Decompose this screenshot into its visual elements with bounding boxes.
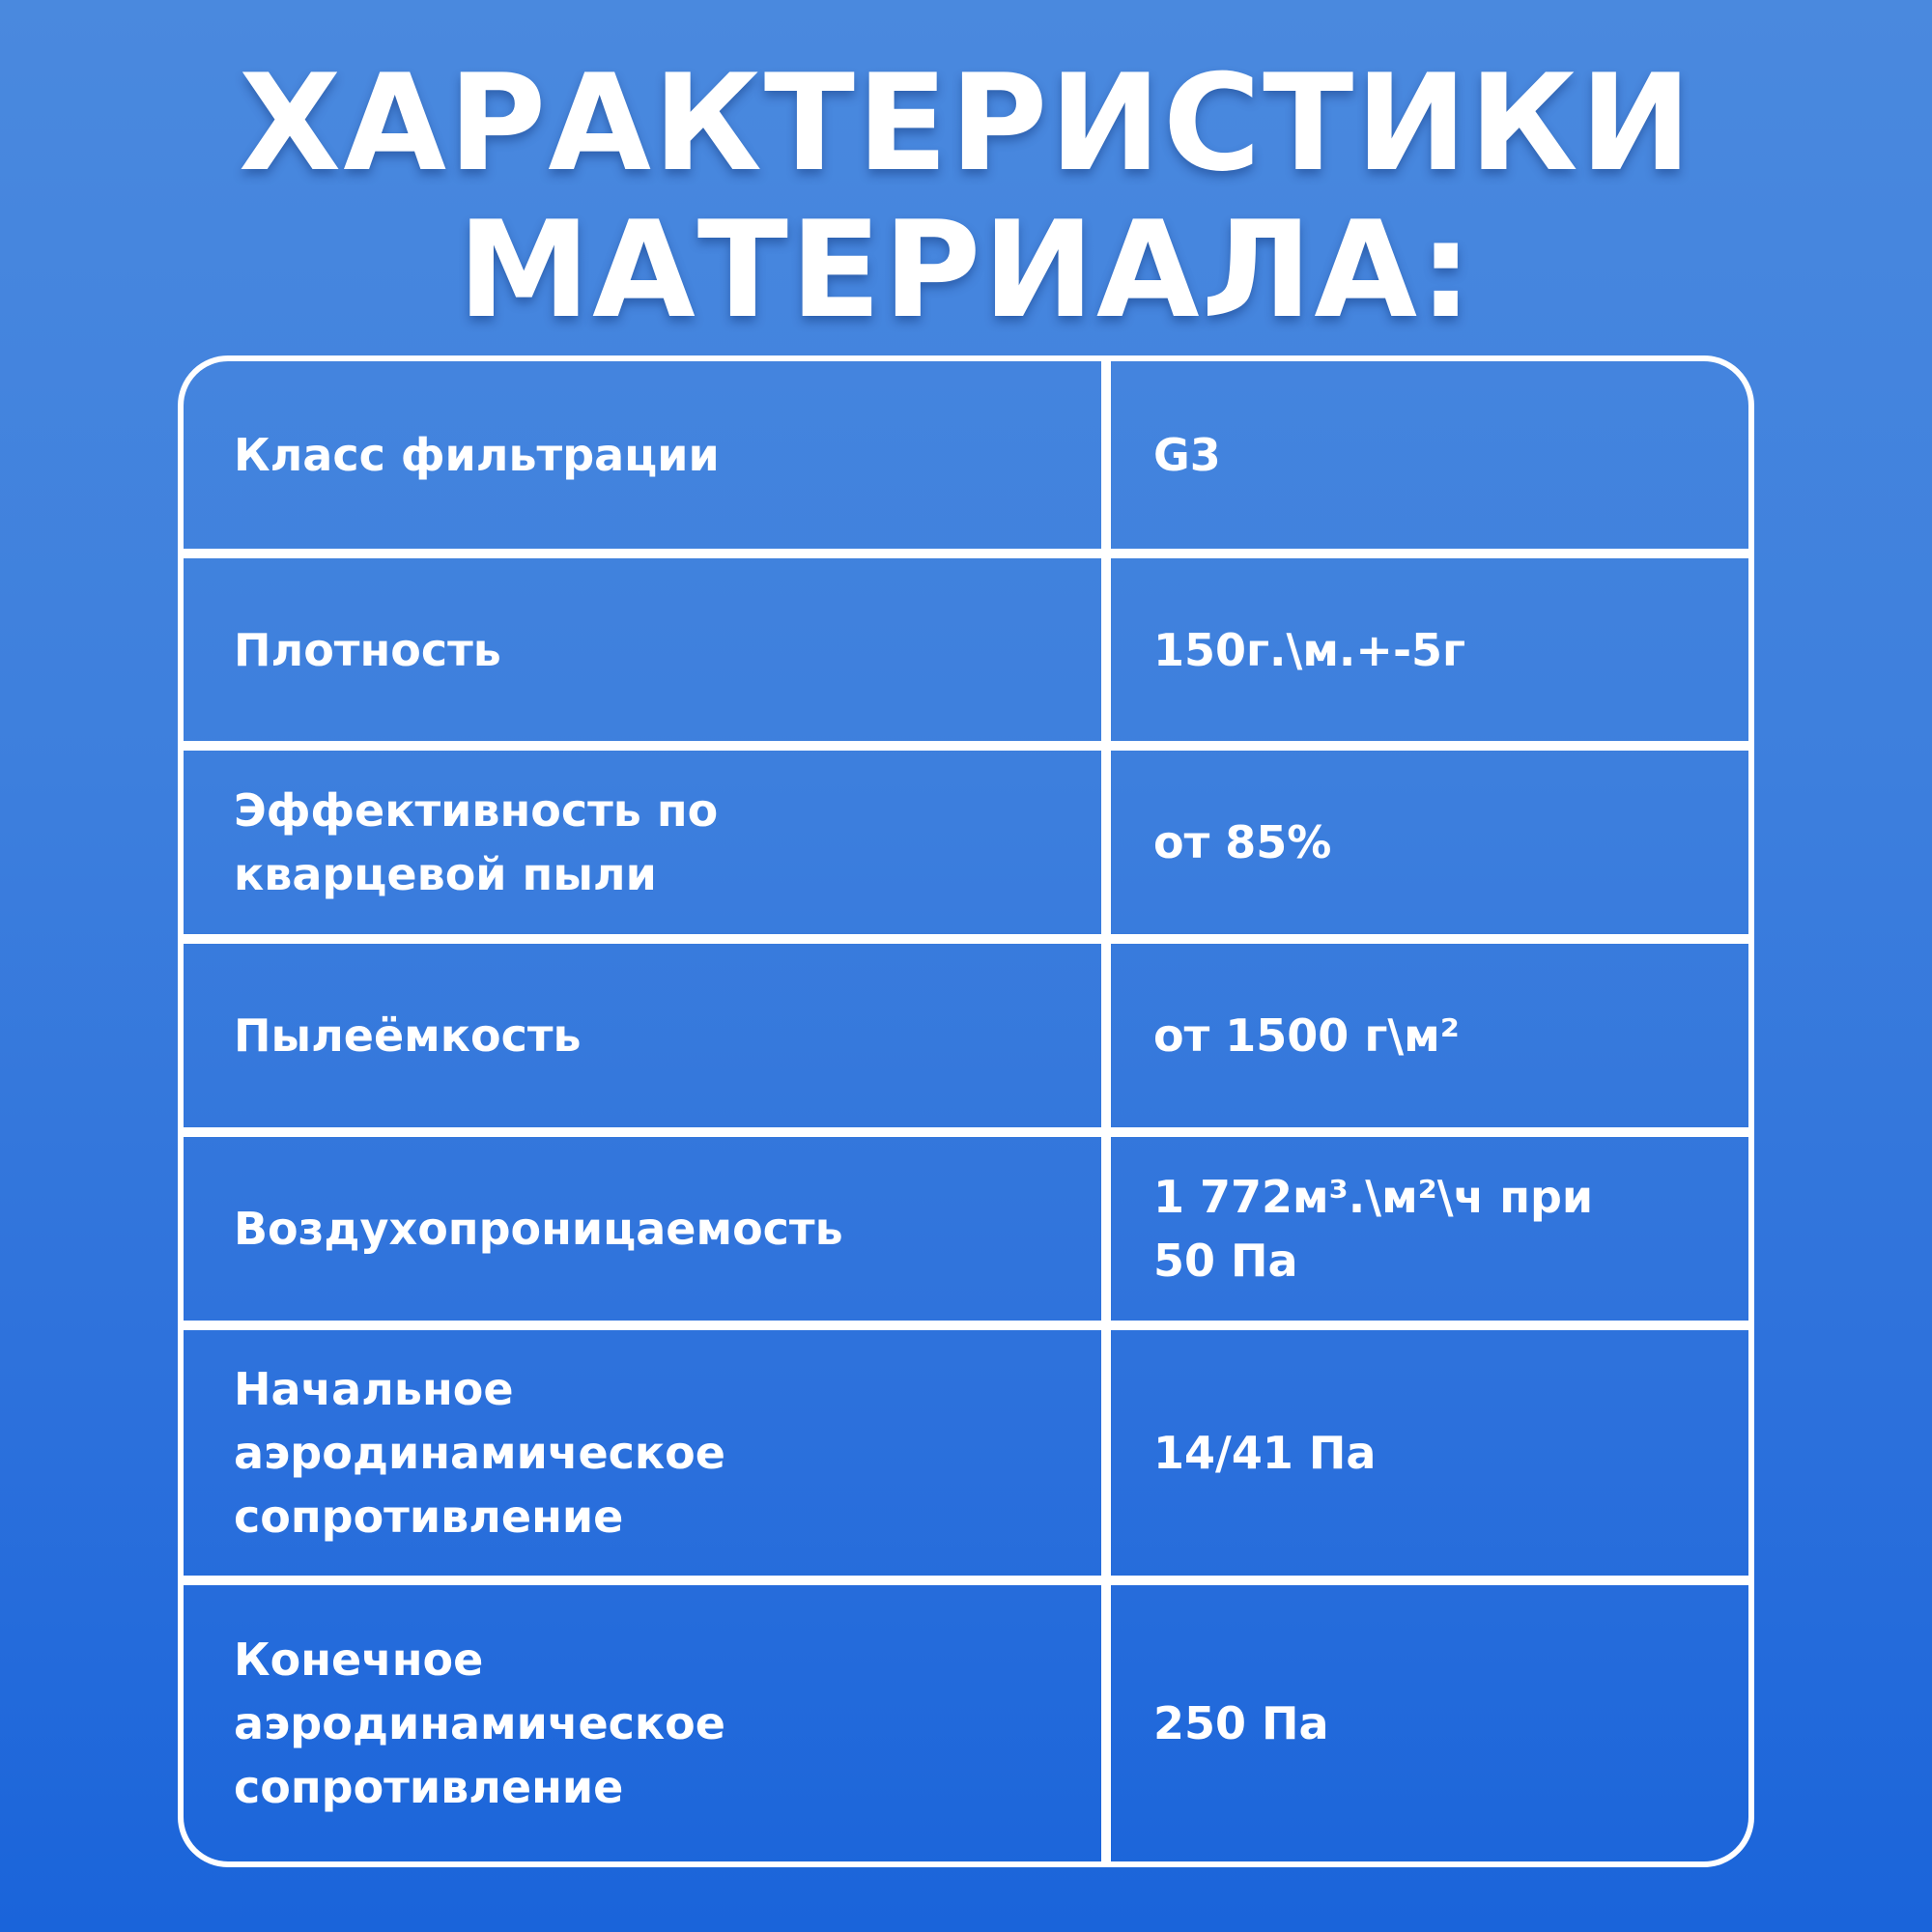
value-filtration-class: G3 — [1153, 429, 1221, 481]
table-row-label — [234, 1585, 1084, 1861]
value-density: 150г.\м.+-5г — [1153, 623, 1466, 676]
table-row-value — [1153, 361, 1723, 549]
label-final-resistance: Конечное аэродинамическое сопротивление — [234, 1634, 725, 1813]
page-title-line-2: МАТЕРИАЛА: — [457, 192, 1475, 348]
page-title — [0, 45, 1932, 348]
row-divider — [184, 1127, 1748, 1137]
specifications-table — [178, 355, 1754, 1867]
row-divider — [184, 741, 1748, 751]
row-divider — [184, 1576, 1748, 1585]
table-row-value — [1153, 751, 1723, 934]
table-row-label — [234, 944, 1084, 1127]
label-efficiency: Эффективность по кварцевой пыли — [234, 784, 719, 900]
value-efficiency: от 85% — [1153, 816, 1332, 868]
table-row-value — [1153, 1137, 1723, 1321]
value-initial-resistance: 14/41 Па — [1153, 1427, 1377, 1479]
table-row-label — [234, 1137, 1084, 1321]
table-row-label — [234, 558, 1084, 741]
row-divider — [184, 549, 1748, 558]
label-density: Плотность — [234, 623, 501, 676]
label-filtration-class: Класс фильтрации — [234, 429, 720, 481]
value-air-permeability: 1 772м³.\м²\ч при 50 Па — [1153, 1171, 1594, 1287]
table-row-value — [1153, 1330, 1723, 1576]
row-divider — [184, 1321, 1748, 1330]
table-row-label — [234, 361, 1084, 549]
column-divider — [1101, 361, 1111, 1861]
table-row-value — [1153, 1585, 1723, 1861]
label-air-permeability: Воздухопроницаемость — [234, 1203, 843, 1255]
table-row-label — [234, 1330, 1084, 1576]
page-title-line-1: ХАРАКТЕРИСТИКИ — [238, 45, 1694, 201]
value-dust-capacity: от 1500 г\м² — [1153, 1009, 1460, 1062]
value-final-resistance: 250 Па — [1153, 1697, 1329, 1749]
table-row-value — [1153, 558, 1723, 741]
row-divider — [184, 934, 1748, 944]
table-row-label — [234, 751, 1084, 934]
label-initial-resistance: Начальное аэродинамическое сопротивление — [234, 1363, 725, 1543]
table-row-value — [1153, 944, 1723, 1127]
label-dust-capacity: Пылеёмкость — [234, 1009, 582, 1062]
